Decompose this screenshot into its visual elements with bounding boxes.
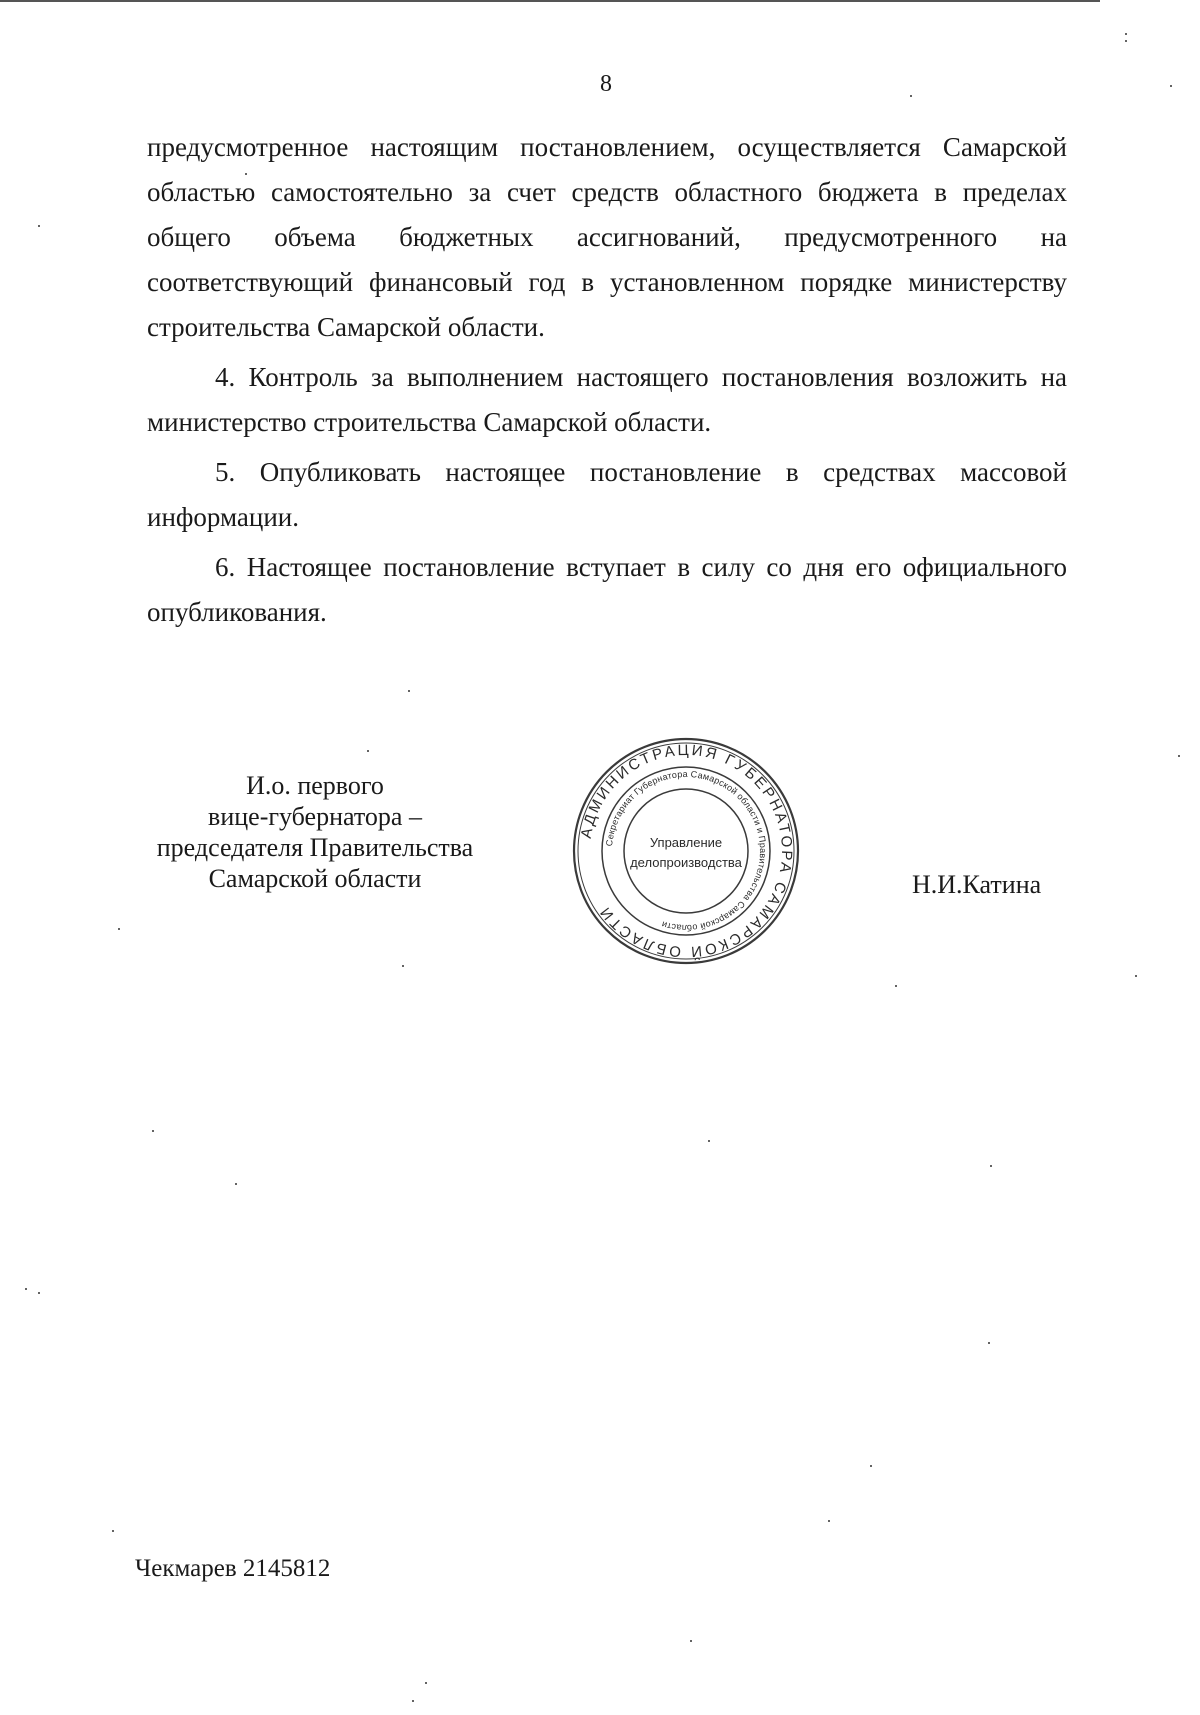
scan-speck — [152, 1130, 154, 1132]
scan-speck — [1178, 755, 1180, 757]
document-body — [147, 125, 1067, 640]
signatory-title-line: председателя Правительства — [156, 833, 474, 862]
signatory-title-line: Самарской области — [208, 864, 422, 893]
stamp-inner-text: Секретариат Губернатора Самарской области и Правительства Самарской области — [604, 768, 769, 934]
stamp-center-line-1: Управление — [649, 835, 723, 850]
scan-speck — [245, 173, 247, 175]
scan-speck — [1170, 85, 1172, 87]
scan-speck — [412, 1700, 414, 1702]
scan-speck — [895, 985, 897, 987]
scan-speck — [112, 1530, 114, 1532]
scan-speck — [25, 1288, 27, 1290]
stamp-inner-ring — [624, 789, 748, 913]
top-border-line — [0, 0, 1100, 2]
scan-speck — [367, 750, 369, 752]
stamp-center-line-2: делопроизводства — [630, 855, 742, 870]
paragraph-continuation: предусмотренное настоящим постановлением, осуществляется Самарской областью самостоятельно за счет средств областного бюджета в пределах общего объема бюджетных ассигнований, предусмотренного на соответствующий финансовый год в установленном порядке министерству строительства Самарской области. — [147, 132, 1067, 342]
scan-speck — [118, 928, 120, 930]
signatory-title — [140, 770, 490, 894]
official-seal-stamp — [570, 735, 802, 967]
scan-speck — [38, 225, 40, 227]
stamp-outer-text: АДМИНИСТРАЦИЯ ГУБЕРНАТОРА САМАРСКОЙ ОБЛАСТИ — [577, 741, 796, 961]
scan-speck — [1135, 975, 1137, 977]
paragraph-4: 4. Контроль за выполнением настоящего постановления возложить на министерство строительства Самарской области. — [147, 362, 1067, 437]
signatory-title-line: И.о. первого — [246, 771, 384, 800]
paragraph-6: 6. Настоящее постановление вступает в силу со дня его официального опубликования. — [147, 552, 1067, 627]
signatory-title-line: вице-губернатора – — [208, 802, 422, 831]
scan-speck — [870, 1465, 872, 1467]
scan-speck — [402, 965, 404, 967]
stamp-middle-ring — [602, 767, 770, 935]
scan-speck — [910, 95, 912, 97]
scan-speck — [708, 1140, 710, 1142]
scan-speck — [408, 690, 410, 692]
scan-speck — [990, 1165, 992, 1167]
page-number: 8 — [600, 71, 612, 97]
scan-speck — [988, 1342, 990, 1344]
executor-contact: Чекмарев 2145812 — [135, 1555, 331, 1582]
scan-speck — [425, 1682, 427, 1684]
scan-speck — [1125, 40, 1127, 42]
scan-speck — [235, 1183, 237, 1185]
scan-speck — [828, 1520, 830, 1522]
signer-name: Н.И.Катина — [912, 870, 1042, 899]
scan-speck — [1125, 33, 1127, 35]
paragraph-5: 5. Опубликовать настоящее постановление в средствах массовой информации. — [147, 457, 1067, 532]
scan-speck — [38, 1292, 40, 1294]
scan-speck — [690, 1640, 692, 1642]
